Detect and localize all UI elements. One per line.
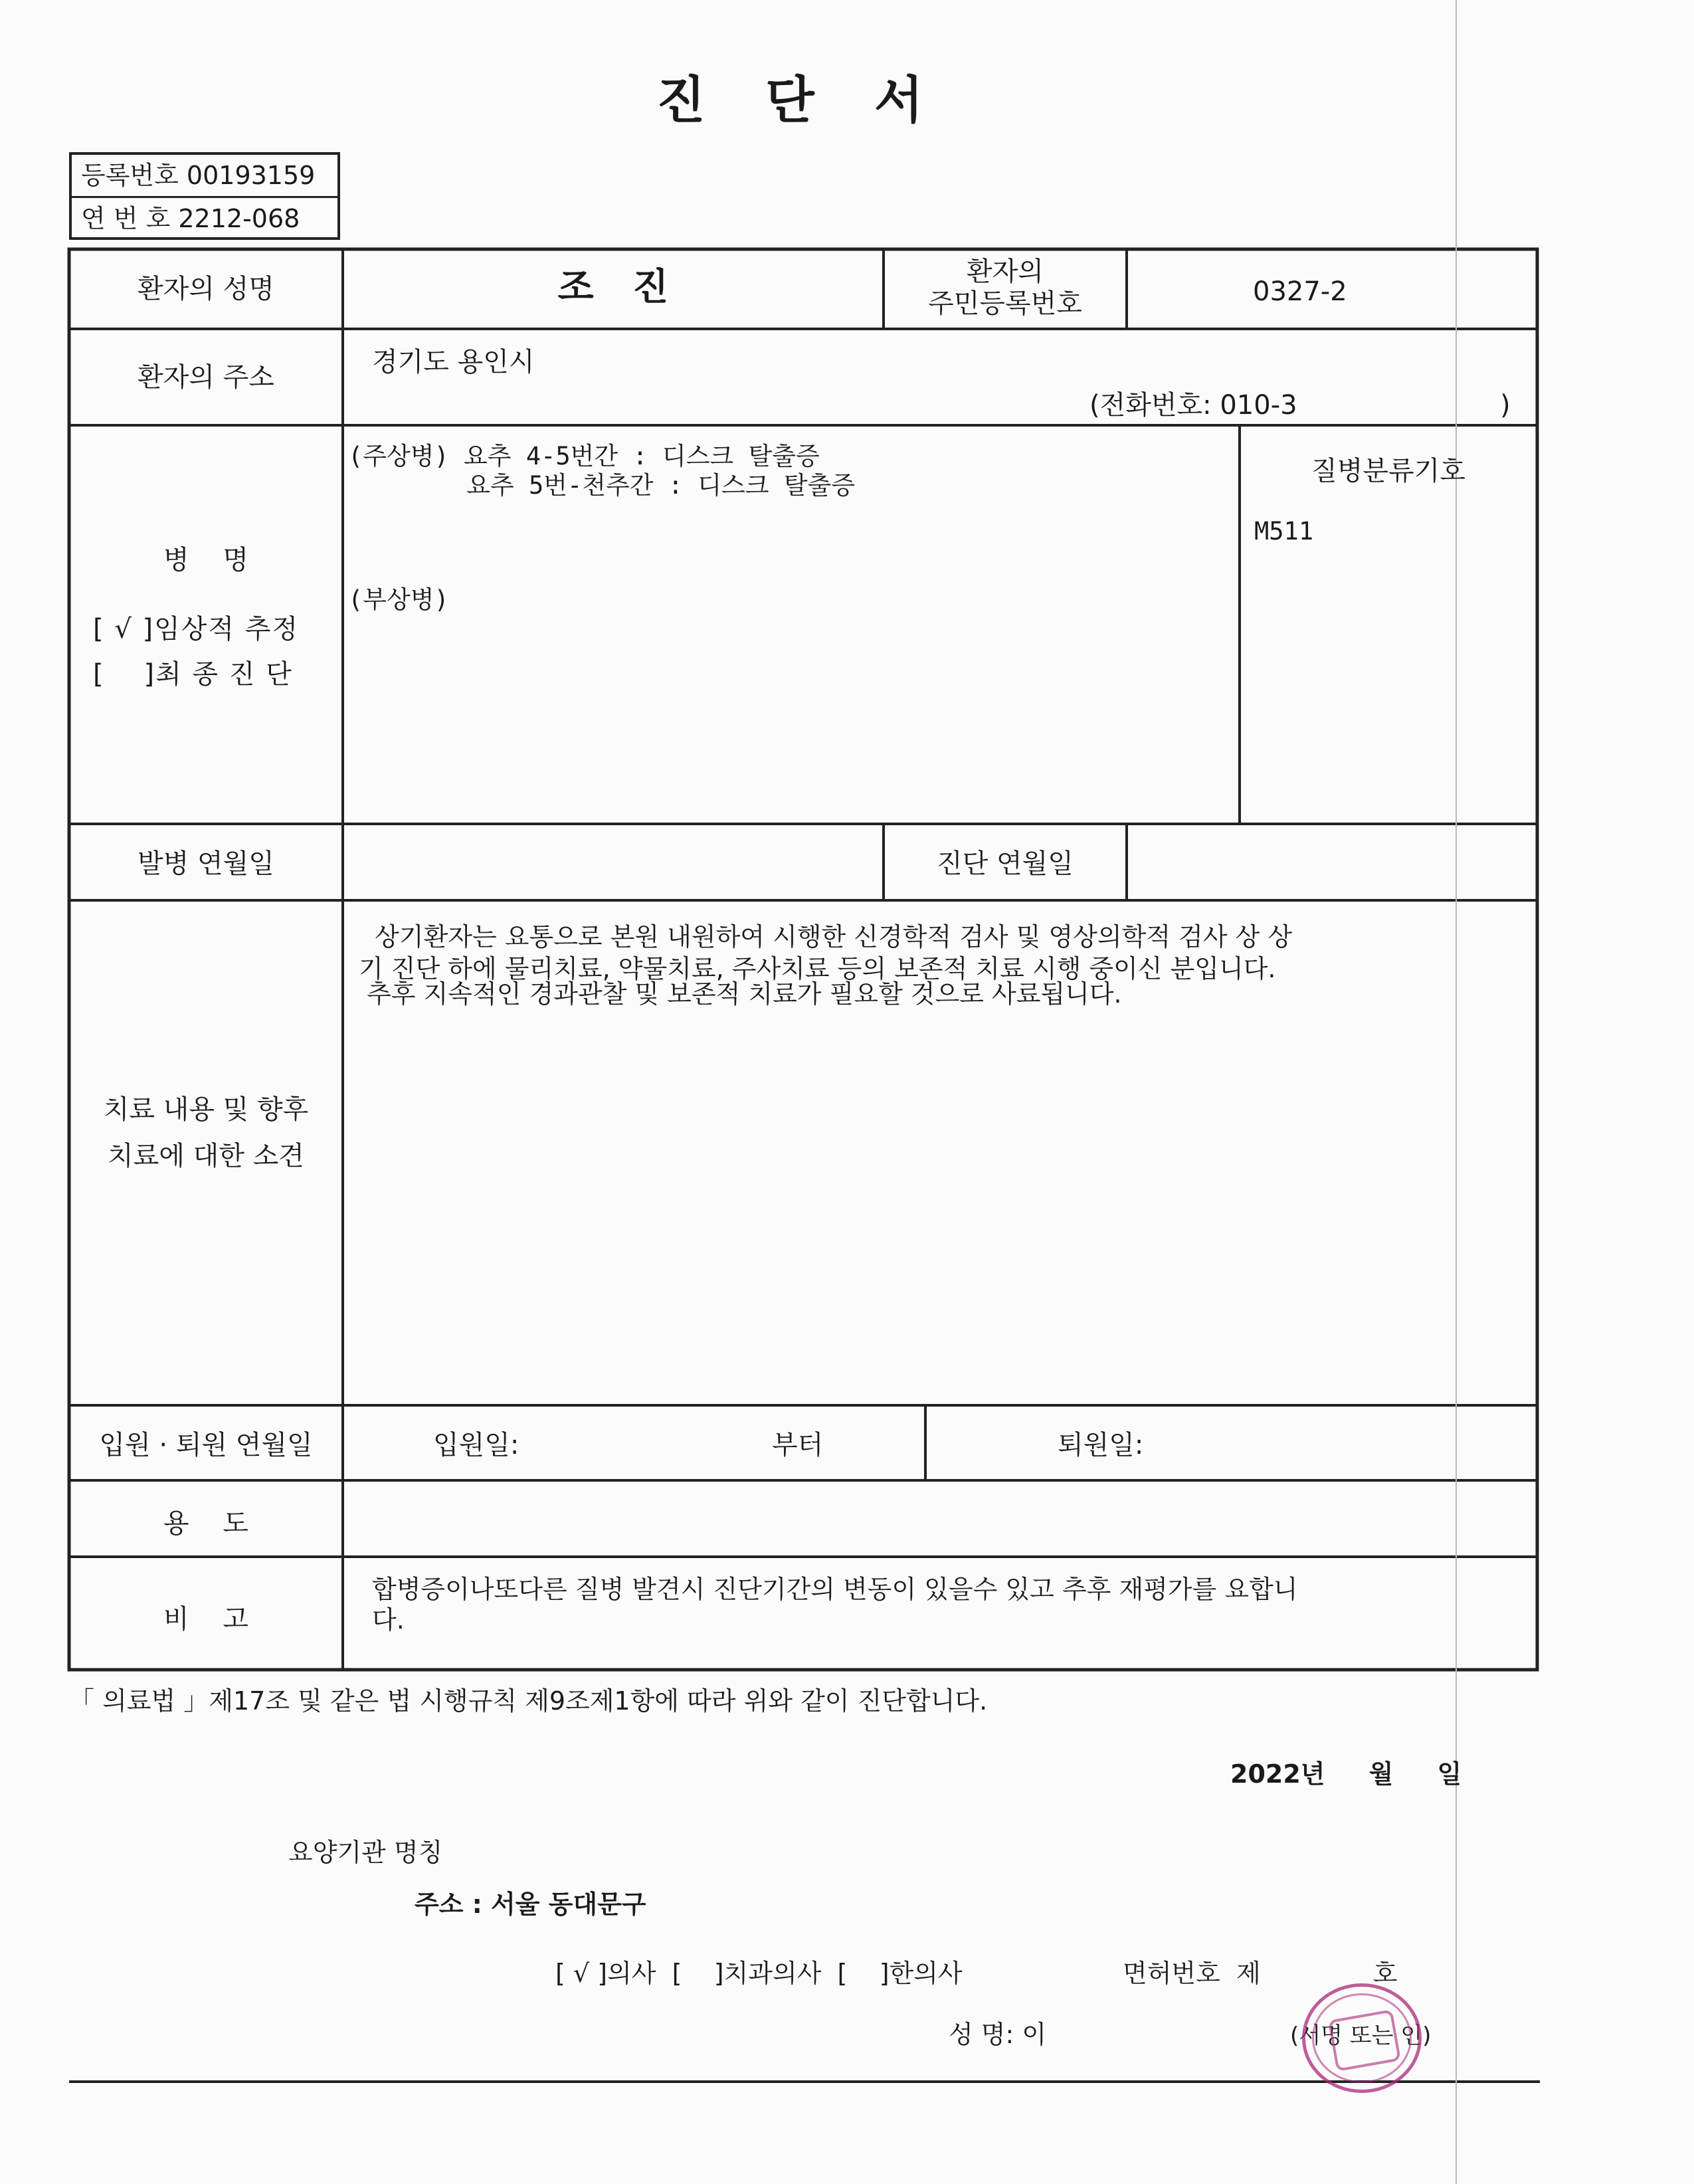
remarks-line1: 합병증이나또다른 질병 발견시 진단기간의 변동이 있을수 있고 추후 재평가를 요합니 xyxy=(372,1575,1298,1604)
patient-name-value: 조 진 xyxy=(557,266,669,309)
sub-diagnosis-label: (부상병) xyxy=(348,585,449,614)
treatment-line3: 추후 지속적인 경과관찰 및 보존적 치료가 필요할 것으로 사료됩니다. xyxy=(359,979,1122,1009)
patient-name-label: 환자의 성명 xyxy=(138,274,274,304)
institution-address: 주소 : 서울 동대문구 xyxy=(415,1890,646,1919)
issue-date: 2022년 월 일 xyxy=(1230,1759,1462,1789)
patient-address-value: 경기도 용인시 xyxy=(372,347,535,377)
patient-address-label: 환자의 주소 xyxy=(138,362,274,393)
admission-label: 입원 · 퇴원 연월일 xyxy=(99,1430,313,1460)
clinical-estimate-checkbox: [ √ ]임상적 추정 xyxy=(93,614,300,645)
signature-note: (서명 또는 인) xyxy=(1290,2023,1432,2049)
doctor-seal-stamp xyxy=(1302,1983,1422,2093)
treatment-line1: 상기환자는 요통으로 본원 내원하여 시행한 신경학적 검사 및 영상의학적 검사 상 상 xyxy=(359,922,1293,951)
doctor-type-checkboxes: [ √ ]의사 [ ]치과의사 [ ]한의사 xyxy=(555,1959,963,1988)
phone-number: (전화번호: 010-3 xyxy=(1089,390,1297,421)
registration-number: 등록번호 00193159 xyxy=(81,161,316,190)
signer-name: 성 명: 이 xyxy=(949,2020,1047,2049)
legal-statement: 「 의료법 」제17조 및 같은 법 시행규칙 제9조제1항에 따라 위와 같이 진단합니다. xyxy=(69,1686,988,1716)
main-diagnosis-line1: (주상병) 요추 4-5번간 : 디스크 탈출증 xyxy=(348,442,820,470)
institution-label: 요양기관 명칭 xyxy=(288,1838,443,1867)
resident-number-label: 환자의 주민등록번호 xyxy=(928,256,1082,319)
discharge-date: 퇴원일: xyxy=(1058,1430,1144,1460)
final-diagnosis-checkbox: [ ]최 종 진 단 xyxy=(93,659,293,690)
admission-from: 부터 xyxy=(772,1430,824,1460)
main-diagnosis-line2: 요추 5번-천추간 : 디스크 탈출증 xyxy=(348,471,856,500)
disease-name-label: 병 명 xyxy=(163,545,249,575)
remarks-label: 비 고 xyxy=(163,1604,249,1635)
resident-number-value: 0327-2 xyxy=(1253,276,1347,307)
license-number: 면허번호 제 호 xyxy=(1123,1959,1398,1988)
serial-number: 연 번 호 2212-068 xyxy=(72,196,337,239)
usage-label: 용 도 xyxy=(163,1508,249,1539)
onset-date-label: 발병 연월일 xyxy=(138,848,274,879)
treatment-line2: 기 진단 하에 물리치료, 약물치료, 주사치료 등의 보존적 치료 시행 중이신 분입니다. xyxy=(359,954,1276,983)
phone-close: ) xyxy=(1500,390,1511,421)
remarks-line2: 다. xyxy=(372,1605,405,1635)
admission-date: 입원일: xyxy=(433,1430,519,1460)
disease-code-label: 질병분류기호 xyxy=(1311,456,1465,486)
document-title: 진 단 서 xyxy=(656,70,945,130)
treatment-opinion-label: 치료 내용 및 향후 치료에 대한 소견 xyxy=(103,1094,309,1171)
disease-code-value: M511 xyxy=(1254,517,1314,546)
diagnosis-date-label: 진단 연월일 xyxy=(937,848,1074,879)
